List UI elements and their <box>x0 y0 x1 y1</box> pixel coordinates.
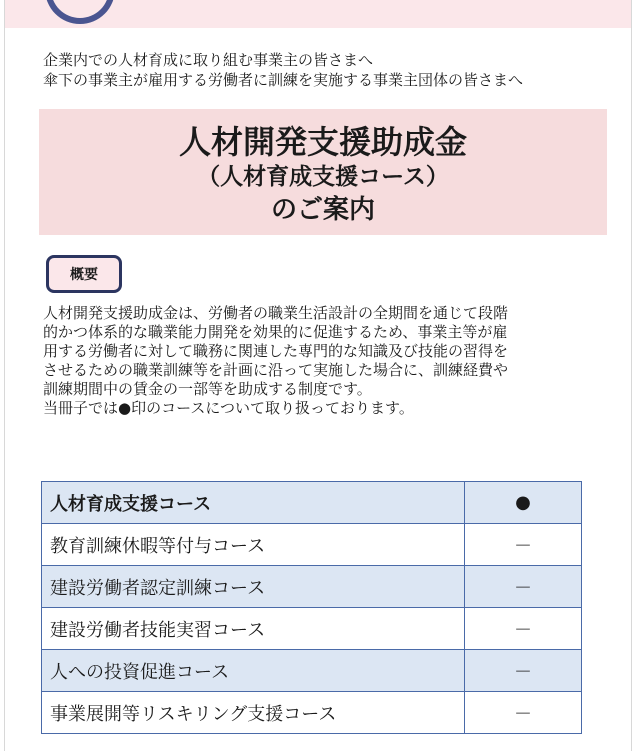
description-line: させるための職業訓練等を計画に沿って実施した場合に、訓練経費や <box>43 361 509 379</box>
course-name: 教育訓練休暇等付与コース <box>42 524 465 566</box>
table-row <box>42 524 582 566</box>
intro-line-2: 傘下の事業主が雇用する労働者に訓練を実施する事業主団体の皆さまへ <box>43 71 524 89</box>
course-mark: － <box>465 650 582 692</box>
intro-line-1: 企業内での人材育成に取り組む事業主の皆さまへ <box>43 51 374 69</box>
course-mark: － <box>465 524 582 566</box>
course-mark: ● <box>465 482 582 524</box>
description-line: 用する労働者に対して職務に関連した専門的な知識及び技能の習得を <box>43 342 509 360</box>
course-table <box>41 481 582 734</box>
page-subtitle: （人材育成支援コース） <box>197 164 449 190</box>
course-mark: － <box>465 608 582 650</box>
course-mark: － <box>465 566 582 608</box>
table-row <box>42 482 582 524</box>
table-row <box>42 650 582 692</box>
page-title: 人材開発支援助成金 <box>178 123 467 161</box>
page-title-suffix: のご案内 <box>270 195 375 225</box>
table-row <box>42 566 582 608</box>
table-row <box>42 608 582 650</box>
course-name: 建設労働者技能実習コース <box>42 608 465 650</box>
title-box <box>39 109 607 235</box>
description-line: 人材開発支援助成金は、労働者の職業生活設計の全期間を通じて段階 <box>43 304 509 322</box>
table-row <box>42 692 582 734</box>
description-line: 的かつ体系的な職業能力開発を効果的に促進するため、事業主等が雇 <box>43 323 508 341</box>
intro-text <box>43 50 623 90</box>
course-name: 人への投資促進コース <box>42 650 465 692</box>
course-mark: － <box>465 692 582 734</box>
course-name: 建設労働者認定訓練コース <box>42 566 465 608</box>
description-line: 訓練期間中の賃金の一部等を助成する制度です。 <box>43 380 372 398</box>
description-line: 当冊子では●印のコースについて取り扱っております。 <box>43 399 414 417</box>
overview-description <box>43 304 613 418</box>
course-name: 人材育成支援コース <box>42 482 465 524</box>
course-name: 事業展開等リスキリング支援コース <box>42 692 465 734</box>
overview-badge: 概要 <box>46 255 122 293</box>
